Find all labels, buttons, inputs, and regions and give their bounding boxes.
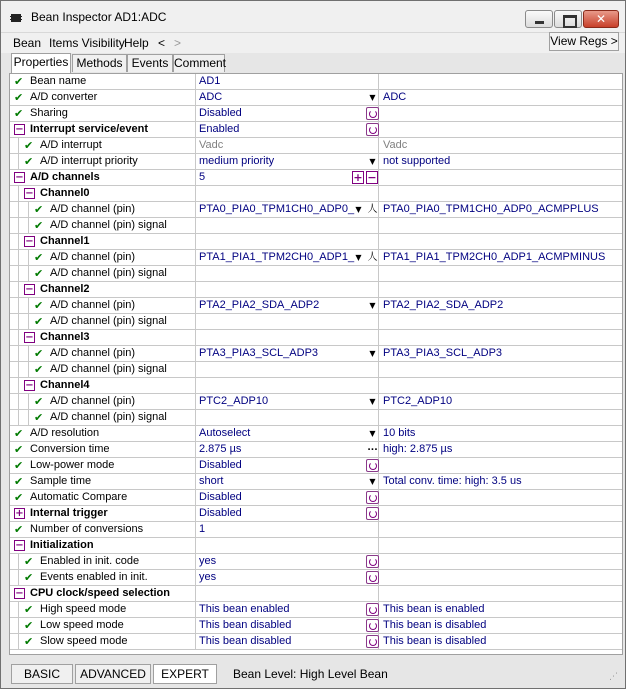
toggle-reset-icon[interactable] bbox=[366, 107, 379, 120]
property-value[interactable]: PTA1_PIA1_TPM2CH0_ADP1_ bbox=[197, 250, 379, 265]
property-info bbox=[381, 458, 622, 473]
property-info bbox=[381, 570, 622, 585]
ellipsis-button[interactable]: ... bbox=[367, 443, 378, 453]
property-row[interactable] bbox=[10, 90, 622, 106]
property-value[interactable]: Disabled bbox=[197, 458, 379, 473]
property-info: This bean is disabled bbox=[383, 635, 487, 647]
collapse-icon[interactable]: − bbox=[15, 172, 24, 183]
property-row[interactable] bbox=[10, 586, 622, 602]
property-name: A/D channel (pin) bbox=[50, 251, 135, 263]
tab-properties[interactable]: Properties bbox=[11, 53, 71, 73]
level-advanced-button[interactable]: ADVANCED bbox=[75, 664, 151, 684]
property-row[interactable] bbox=[10, 186, 622, 202]
check-icon: ✔ bbox=[14, 427, 24, 440]
property-row[interactable] bbox=[10, 298, 622, 314]
toggle-reset-icon[interactable] bbox=[366, 571, 379, 584]
collapse-icon[interactable]: − bbox=[25, 188, 34, 199]
dropdown-arrow-icon[interactable]: ▼ bbox=[369, 93, 376, 102]
property-name: High speed mode bbox=[40, 603, 127, 615]
property-info bbox=[381, 266, 622, 281]
toggle-reset-icon[interactable] bbox=[366, 635, 379, 648]
dropdown-arrow-icon[interactable]: ▼ bbox=[369, 429, 376, 438]
toggle-reset-icon[interactable] bbox=[366, 123, 379, 136]
property-value[interactable] bbox=[197, 362, 379, 377]
property-info: 10 bits bbox=[383, 427, 416, 439]
property-info bbox=[381, 378, 622, 393]
check-icon: ✔ bbox=[24, 619, 34, 632]
property-info: Total conv. time: high: 3.5 us bbox=[383, 475, 522, 487]
dropdown-arrow-icon[interactable]: ▼ bbox=[369, 301, 376, 310]
property-info: Vadc bbox=[383, 139, 408, 151]
property-name: Channel1 bbox=[40, 235, 90, 247]
property-info bbox=[381, 314, 622, 329]
property-row[interactable] bbox=[10, 106, 622, 122]
level-expert-button[interactable]: EXPERT bbox=[153, 664, 217, 684]
property-row[interactable] bbox=[10, 202, 622, 218]
property-row[interactable] bbox=[10, 282, 622, 298]
property-name: Interrupt service/event bbox=[30, 123, 148, 135]
property-value[interactable]: Enabled bbox=[197, 122, 379, 137]
property-info: This bean is disabled bbox=[383, 619, 487, 631]
property-row[interactable] bbox=[10, 122, 622, 138]
property-value[interactable]: This bean disabled bbox=[197, 618, 379, 633]
collapse-icon[interactable]: − bbox=[15, 588, 24, 599]
property-row[interactable] bbox=[10, 394, 622, 410]
property-info: PTA1_PIA1_TPM2CH0_ADP1_ACMPMINUS bbox=[383, 251, 606, 263]
property-name: A/D interrupt priority bbox=[40, 155, 138, 167]
property-grid bbox=[9, 73, 623, 655]
property-row[interactable] bbox=[10, 234, 622, 250]
property-row[interactable] bbox=[10, 570, 622, 586]
menu-back-arrow[interactable]: < bbox=[158, 36, 166, 50]
property-value[interactable]: PTC2_ADP10 bbox=[197, 394, 379, 409]
property-row[interactable] bbox=[10, 362, 622, 378]
bean-chip-icon bbox=[9, 11, 23, 25]
property-row[interactable] bbox=[10, 74, 622, 90]
property-value[interactable] bbox=[197, 586, 379, 601]
tab-methods[interactable]: Methods bbox=[72, 54, 127, 72]
property-row[interactable] bbox=[10, 522, 622, 538]
property-info: PTA3_PIA3_SCL_ADP3 bbox=[383, 347, 503, 359]
property-name: Events enabled in init. bbox=[40, 571, 148, 583]
property-name: CPU clock/speed selection bbox=[30, 587, 170, 599]
property-row[interactable] bbox=[10, 474, 622, 490]
property-row[interactable] bbox=[10, 554, 622, 570]
check-icon: ✔ bbox=[34, 251, 44, 264]
property-row[interactable] bbox=[10, 634, 622, 650]
check-icon: ✔ bbox=[14, 91, 24, 104]
property-value[interactable]: Vadc bbox=[197, 138, 379, 153]
property-info bbox=[381, 490, 622, 505]
property-row[interactable] bbox=[10, 410, 622, 426]
level-basic-button[interactable]: BASIC bbox=[11, 664, 73, 684]
check-icon: ✔ bbox=[14, 107, 24, 120]
collapse-icon[interactable]: − bbox=[25, 284, 34, 295]
dropdown-arrow-icon[interactable]: ▼ bbox=[369, 157, 376, 166]
property-name: Enabled in init. code bbox=[40, 555, 140, 567]
check-icon: ✔ bbox=[34, 347, 44, 360]
property-row[interactable] bbox=[10, 138, 622, 154]
property-value[interactable] bbox=[197, 234, 379, 249]
check-icon: ✔ bbox=[24, 571, 34, 584]
check-icon: ✔ bbox=[14, 75, 24, 88]
property-name: Sharing bbox=[30, 107, 68, 119]
property-name: Number of conversions bbox=[30, 523, 144, 535]
property-value[interactable]: This bean enabled bbox=[197, 602, 379, 617]
check-icon: ✔ bbox=[34, 395, 44, 408]
check-icon: ✔ bbox=[34, 363, 44, 376]
menu-bar bbox=[1, 33, 625, 53]
property-info bbox=[381, 282, 622, 297]
property-info bbox=[381, 554, 622, 569]
dropdown-arrow-icon[interactable]: ▼ bbox=[355, 205, 362, 214]
dropdown-arrow-icon[interactable]: ▼ bbox=[369, 349, 376, 358]
property-row[interactable] bbox=[10, 170, 622, 186]
property-value[interactable]: PTA3_PIA3_SCL_ADP3 bbox=[197, 346, 379, 361]
property-info bbox=[381, 330, 622, 345]
property-info: PTC2_ADP10 bbox=[383, 395, 453, 407]
check-icon: ✔ bbox=[34, 411, 44, 424]
property-value[interactable]: AD1 bbox=[197, 74, 379, 89]
property-name: Internal trigger bbox=[30, 507, 108, 519]
property-name: Slow speed mode bbox=[40, 635, 128, 647]
property-row[interactable] bbox=[10, 426, 622, 442]
collapse-icon[interactable]: − bbox=[15, 540, 24, 551]
property-value[interactable]: PTA0_PIA0_TPM1CH0_ADP0_ bbox=[197, 202, 379, 217]
collapse-icon[interactable]: − bbox=[25, 236, 34, 247]
property-name: Conversion time bbox=[30, 443, 110, 455]
property-name: A/D interrupt bbox=[40, 139, 102, 151]
check-icon: ✔ bbox=[24, 155, 34, 168]
property-value[interactable]: 5 bbox=[197, 170, 379, 185]
close-icon: ✕ bbox=[595, 12, 607, 26]
property-name: Channel0 bbox=[40, 187, 90, 199]
collapse-icon[interactable]: − bbox=[15, 124, 24, 135]
check-icon: ✔ bbox=[14, 491, 24, 504]
property-name: A/D channel (pin) bbox=[50, 395, 135, 407]
property-value[interactable]: 1 bbox=[197, 522, 379, 537]
property-name: A/D channels bbox=[30, 171, 100, 183]
property-info: high: 2.875 µs bbox=[383, 443, 453, 455]
property-value[interactable] bbox=[197, 330, 379, 345]
property-row[interactable] bbox=[10, 330, 622, 346]
pin-select-icon[interactable]: 人 bbox=[367, 252, 378, 263]
check-icon: ✔ bbox=[24, 603, 34, 616]
check-icon: ✔ bbox=[34, 315, 44, 328]
property-row[interactable] bbox=[10, 346, 622, 362]
title-bar[interactable] bbox=[1, 1, 625, 33]
property-name: A/D channel (pin) signal bbox=[50, 411, 167, 423]
resize-grip-icon[interactable]: ⋰ bbox=[609, 672, 618, 682]
property-name: Bean name bbox=[30, 75, 87, 87]
property-info bbox=[381, 74, 622, 89]
property-info: ADC bbox=[383, 91, 407, 103]
menu-help[interactable]: Help bbox=[124, 36, 149, 50]
property-value[interactable]: This bean disabled bbox=[197, 634, 379, 649]
check-icon: ✔ bbox=[14, 459, 24, 472]
property-value[interactable]: PTA2_PIA2_SDA_ADP2 bbox=[197, 298, 379, 313]
check-icon: ✔ bbox=[14, 523, 24, 536]
property-name: A/D channel (pin) signal bbox=[50, 219, 167, 231]
property-row[interactable] bbox=[10, 442, 622, 458]
property-value[interactable]: medium priority bbox=[197, 154, 379, 169]
property-row[interactable] bbox=[10, 458, 622, 474]
property-value[interactable]: Disabled bbox=[197, 106, 379, 121]
property-info bbox=[381, 506, 622, 521]
check-icon: ✔ bbox=[24, 555, 34, 568]
property-row[interactable] bbox=[10, 538, 622, 554]
property-value[interactable]: ADC bbox=[197, 90, 379, 105]
tab-strip bbox=[9, 53, 624, 73]
property-name: Channel3 bbox=[40, 331, 90, 343]
check-icon: ✔ bbox=[14, 443, 24, 456]
property-name: A/D converter bbox=[30, 91, 98, 103]
dropdown-arrow-icon[interactable]: ▼ bbox=[355, 253, 362, 262]
property-info: PTA2_PIA2_SDA_ADP2 bbox=[383, 299, 504, 311]
property-info bbox=[381, 538, 622, 553]
menu-bean[interactable]: Bean bbox=[13, 36, 42, 50]
property-info bbox=[381, 122, 622, 137]
property-row[interactable] bbox=[10, 154, 622, 170]
property-row[interactable] bbox=[10, 218, 622, 234]
property-name: A/D resolution bbox=[30, 427, 100, 439]
check-icon: ✔ bbox=[24, 139, 34, 152]
property-name: A/D channel (pin) signal bbox=[50, 267, 167, 279]
property-row[interactable] bbox=[10, 602, 622, 618]
level-bar bbox=[9, 663, 623, 685]
property-name: Initialization bbox=[30, 539, 94, 551]
property-info bbox=[381, 170, 622, 185]
property-value[interactable] bbox=[197, 266, 379, 281]
remove-icon[interactable]: − bbox=[367, 171, 377, 184]
property-value[interactable] bbox=[197, 378, 379, 393]
property-info bbox=[381, 586, 622, 601]
property-name: A/D channel (pin) bbox=[50, 299, 135, 311]
property-row[interactable] bbox=[10, 314, 622, 330]
toggle-reset-icon[interactable] bbox=[366, 491, 379, 504]
expand-icon[interactable]: + bbox=[15, 508, 24, 519]
property-row[interactable] bbox=[10, 266, 622, 282]
check-icon: ✔ bbox=[24, 635, 34, 648]
property-info bbox=[381, 218, 622, 233]
property-info: This bean is enabled bbox=[383, 603, 485, 615]
menu-forward-arrow[interactable]: > bbox=[174, 36, 182, 50]
property-value[interactable] bbox=[197, 410, 379, 425]
property-value[interactable] bbox=[197, 538, 379, 553]
pin-select-icon[interactable]: 人 bbox=[367, 204, 378, 215]
property-row[interactable] bbox=[10, 378, 622, 394]
property-name: Automatic Compare bbox=[30, 491, 128, 503]
property-row[interactable] bbox=[10, 250, 622, 266]
property-name: Sample time bbox=[30, 475, 92, 487]
maximize-button[interactable] bbox=[554, 10, 582, 28]
property-value[interactable]: Autoselect bbox=[197, 426, 379, 441]
check-icon: ✔ bbox=[34, 219, 44, 232]
add-icon[interactable]: + bbox=[353, 171, 363, 184]
dropdown-arrow-icon[interactable]: ▼ bbox=[369, 397, 376, 406]
property-value[interactable] bbox=[197, 218, 379, 233]
property-name: A/D channel (pin) signal bbox=[50, 315, 167, 327]
property-info bbox=[381, 410, 622, 425]
property-name: A/D channel (pin) bbox=[50, 347, 135, 359]
toggle-reset-icon[interactable] bbox=[366, 507, 379, 520]
property-value[interactable]: short bbox=[197, 474, 379, 489]
property-value[interactable]: yes bbox=[197, 554, 379, 569]
property-value[interactable] bbox=[197, 282, 379, 297]
collapse-icon[interactable]: − bbox=[25, 332, 34, 343]
property-row[interactable] bbox=[10, 490, 622, 506]
property-value[interactable]: yes bbox=[197, 570, 379, 585]
property-info: PTA0_PIA0_TPM1CH0_ADP0_ACMPPLUS bbox=[383, 203, 599, 215]
property-name: Low speed mode bbox=[40, 619, 124, 631]
dropdown-arrow-icon[interactable]: ▼ bbox=[369, 477, 376, 486]
property-name: Channel2 bbox=[40, 283, 90, 295]
property-name: A/D channel (pin) bbox=[50, 203, 135, 215]
check-icon: ✔ bbox=[34, 267, 44, 280]
property-info bbox=[381, 362, 622, 377]
check-icon: ✔ bbox=[14, 475, 24, 488]
property-value[interactable]: Disabled bbox=[197, 490, 379, 505]
property-info bbox=[381, 522, 622, 537]
tab-comment[interactable]: Comment bbox=[174, 56, 227, 70]
property-info bbox=[381, 186, 622, 201]
toggle-reset-icon[interactable] bbox=[366, 555, 379, 568]
property-info bbox=[381, 106, 622, 121]
property-row[interactable] bbox=[10, 506, 622, 522]
bean-level-label: Bean Level: High Level Bean bbox=[233, 667, 388, 681]
tab-events[interactable]: Events bbox=[127, 54, 173, 72]
window-title: Bean Inspector AD1:ADC bbox=[31, 10, 167, 24]
property-value[interactable]: 2.875 µs bbox=[197, 442, 379, 457]
property-name: Channel4 bbox=[40, 379, 90, 391]
property-row[interactable] bbox=[10, 618, 622, 634]
property-value[interactable] bbox=[197, 186, 379, 201]
close-button[interactable] bbox=[583, 10, 619, 28]
minimize-button[interactable] bbox=[525, 10, 553, 28]
view-regs-button[interactable]: View Regs > bbox=[549, 32, 619, 51]
property-value[interactable] bbox=[197, 314, 379, 329]
toggle-reset-icon[interactable] bbox=[366, 459, 379, 472]
property-name: Low-power mode bbox=[30, 459, 115, 471]
collapse-icon[interactable]: − bbox=[25, 380, 34, 391]
menu-items-visibility[interactable]: Items Visibility bbox=[49, 36, 125, 50]
property-value[interactable]: Disabled bbox=[197, 506, 379, 521]
toggle-reset-icon[interactable] bbox=[366, 619, 379, 632]
check-icon: ✔ bbox=[34, 203, 44, 216]
property-info bbox=[381, 234, 622, 249]
property-info: not supported bbox=[383, 155, 451, 167]
toggle-reset-icon[interactable] bbox=[366, 603, 379, 616]
property-name: A/D channel (pin) signal bbox=[50, 363, 167, 375]
check-icon: ✔ bbox=[34, 299, 44, 312]
